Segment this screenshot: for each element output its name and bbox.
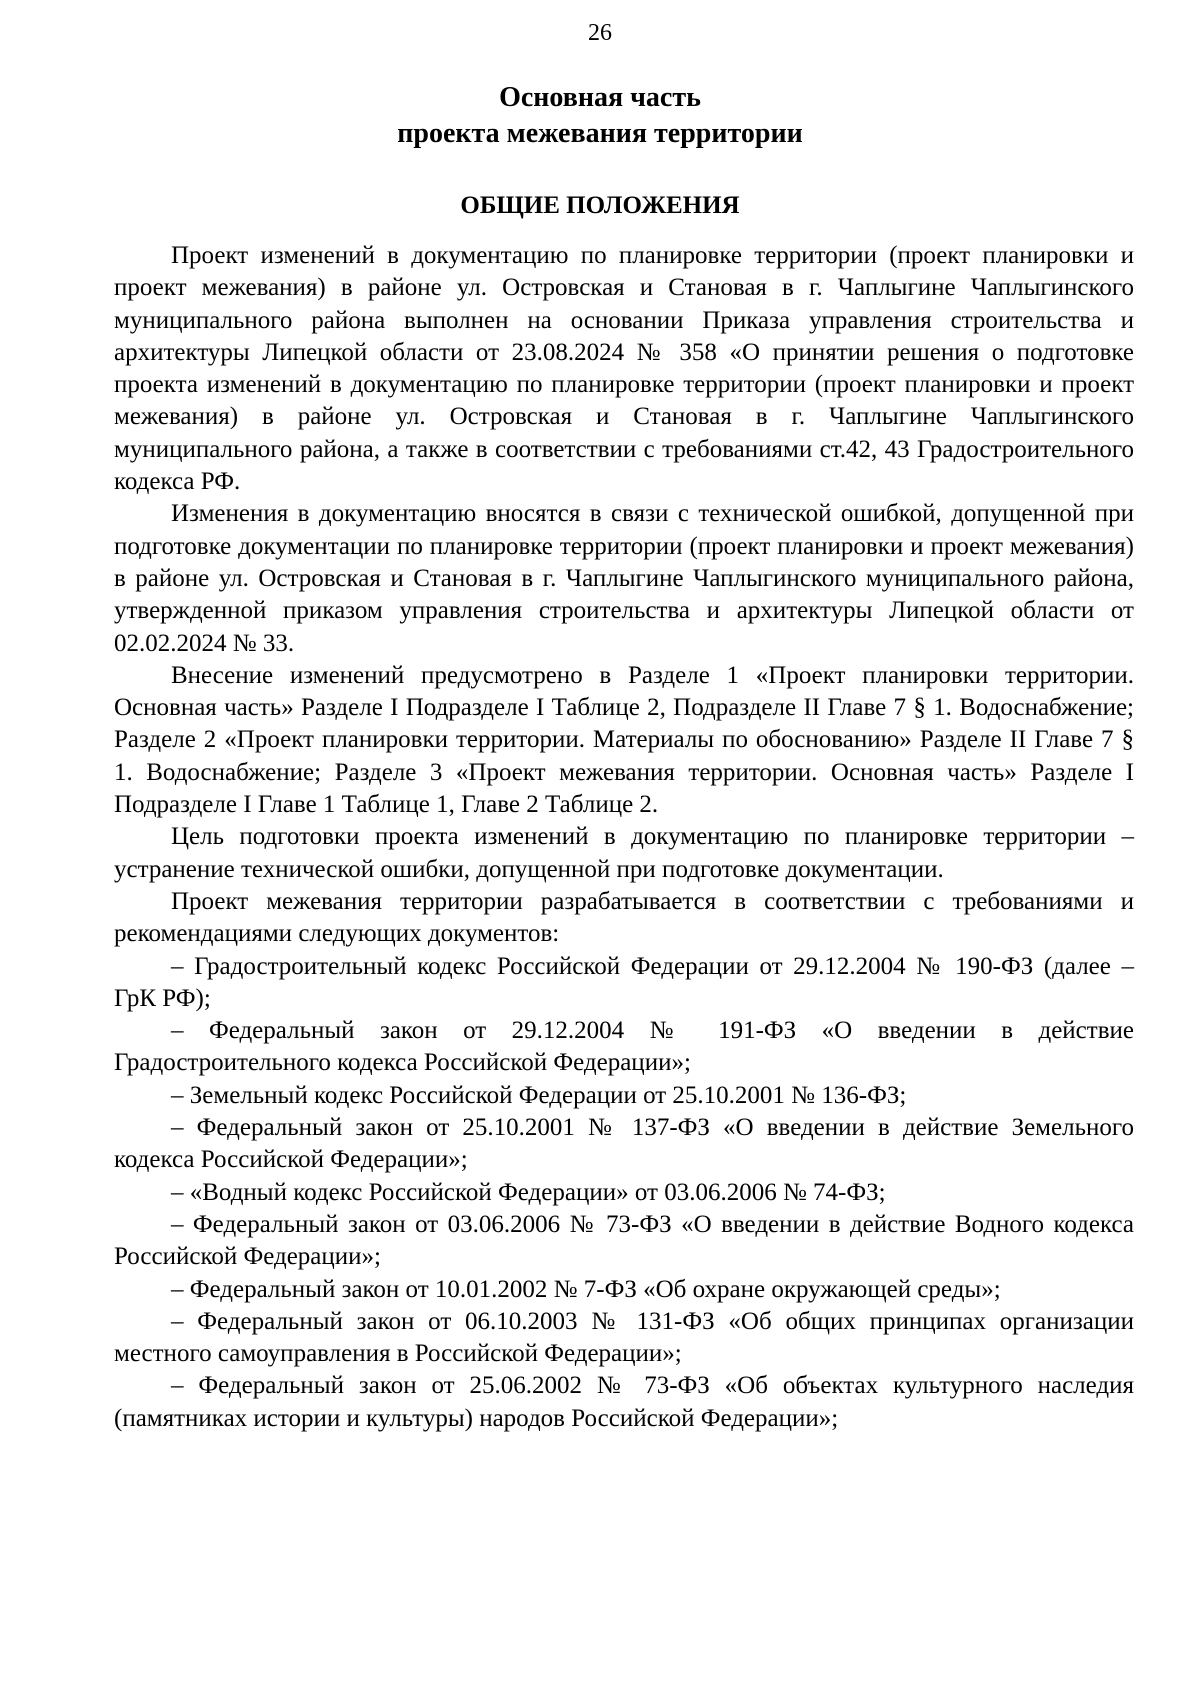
list-item: – Федеральный закон от 25.06.2002 № 73-ФЗ «Об объектах культурного наследия (памятниках истории и культуры) народов Российской Федерации»; bbox=[114, 1372, 1134, 1432]
list-item: – Градостроительный кодекс Российской Федерации от 29.12.2004 № 190-ФЗ (далее – ГрК РФ); bbox=[114, 952, 1134, 1012]
paragraph: Внесение изменений предусмотрено в Разделе 1 «Проект планировки территории. Основная часть» Разделе I Подразделе I Таблице 2, Подразделе II Главе 7 § 1. Водоснабжение; Разделе 2 «Проект планировки территории. Материалы по обоснованию» Разделе II Главе 7 § 1. Водоснабжение; Разделе 3 «Проект межевания территории. Основная часть» Разделе I Подразделе I Главе 1 Таблице 1, Главе 2 Таблице 2. bbox=[114, 661, 1134, 819]
title-line-1: Основная часть bbox=[499, 82, 701, 113]
list-item: – «Водный кодекс Российской Федерации» от 03.06.2006 № 74-ФЗ; bbox=[171, 1178, 886, 1206]
paragraph: Проект межевания территории разрабатывается в соответствии с требованиями и рекомендациями следующих документов: bbox=[114, 887, 1134, 948]
list-item: – Земельный кодекс Российской Федерации от 25.10.2001 № 136-ФЗ; bbox=[171, 1081, 907, 1109]
list-item: – Федеральный закон от 29.12.2004 № 191-ФЗ «О введении в действие Градостроительного кодекса Российской Федерации»; bbox=[114, 1017, 1134, 1077]
body-text bbox=[114, 240, 1134, 1435]
page-title bbox=[0, 80, 1200, 152]
list-item: – Федеральный закон от 10.01.2002 № 7-ФЗ «Об охране окружающей среды»; bbox=[171, 1275, 1001, 1303]
page-number: 26 bbox=[588, 20, 612, 46]
list-item: – Федеральный закон от 03.06.2006 № 73-ФЗ «О введении в действие Водного кодекса Российской Федерации»; bbox=[114, 1210, 1134, 1271]
list-item: – Федеральный закон от 25.10.2001 № 137-ФЗ «О введении в действие Земельного кодекса Российской Федерации»; bbox=[114, 1114, 1134, 1174]
title-line-2: проекта межевания территории bbox=[397, 118, 803, 149]
paragraph: Цель подготовки проекта изменений в документацию по планировке территории – устранение технической ошибки, допущенной при подготовке документации. bbox=[114, 823, 1134, 883]
list-item: – Федеральный закон от 06.10.2003 № 131-ФЗ «Об общих принципах организации местного самоуправления в Российской Федерации»; bbox=[114, 1307, 1134, 1368]
paragraph: Проект изменений в документацию по планировке территории (проект планировки и проект межевания) в районе ул. Островская и Становая в г. Чаплыгине Чаплыгинского муниципального района выполнен на основании Приказа управления строительства и архитектуры Липецкой области от 23.08.2024 № 358 «О принятии решения о подготовке проекта изменений в документацию по планировке территории (проект планировки и проект межевания) в районе ул. Островская и Становая в г. Чаплыгине Чаплыгинского муниципального района, а также в соответствии с требованиями ст.42, 43 Градостроительного кодекса РФ. bbox=[114, 242, 1134, 496]
paragraph: Изменения в документацию вносятся в связи с технической ошибкой, допущенной при подготовке документации по планировке территории (проект планировки и проект межевания) в районе ул. Островская и Становая в г. Чаплыгине Чаплыгинского муниципального района, утвержденной приказом управления строительства и архитектуры Липецкой области от 02.02.2024 № 33. bbox=[114, 500, 1134, 657]
section-heading: ОБЩИЕ ПОЛОЖЕНИЯ bbox=[460, 192, 740, 219]
